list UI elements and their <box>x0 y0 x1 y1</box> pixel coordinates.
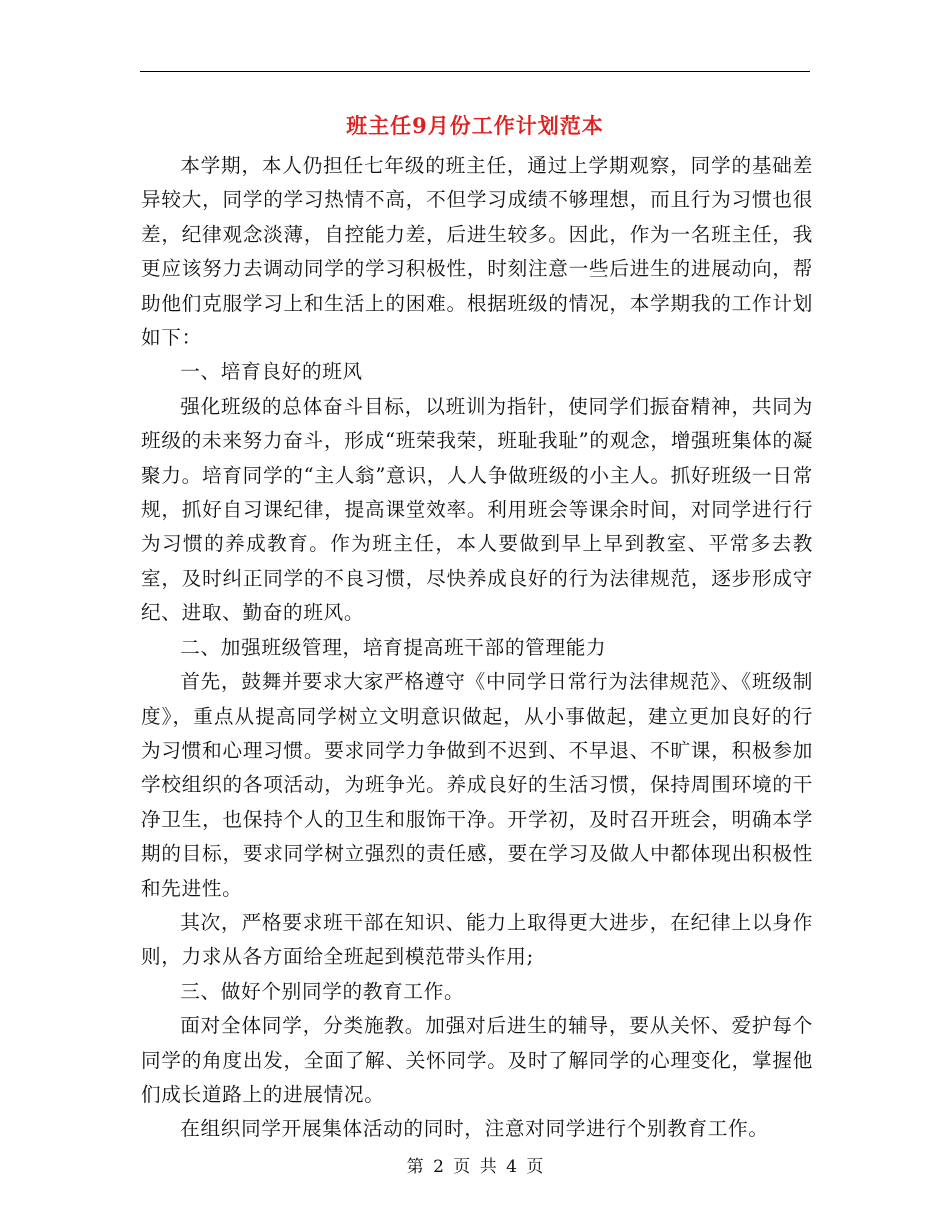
document-title: 班主任9月份工作计划范本 <box>346 113 604 138</box>
section-2-paragraph-2: 其次，严格要求班干部在知识、能力上取得更大进步，在纪律上以身作则，力求从各方面给全班起到模范带头作用; <box>141 910 813 969</box>
section-1-paragraph: 强化班级的总体奋斗目标，以班训为指针，使同学们振奋精神，共同为班级的未来努力奋斗，形成“班荣我荣，班耻我耻”的观念，增强班集体的凝聚力。培育同学的“主人翁”意识，人人争做班级的小主人。抓好班级一日常规，抓好自习课纪律，提高课堂效率。利用班会等课余时间，对同学进行行为习惯的养成教育。作为班主任，本人要做到早上早到教室、平常多去教室，及时纠正同学的不良习惯，尽快养成良好的行为法律规范，逐步形成守纪、进取、勤奋的班风。 <box>141 394 813 625</box>
intro-paragraph: 本学期，本人仍担任七年级的班主任，通过上学期观察，同学的基础差异较大，同学的学习热情不高，不但学习成绩不够理想，而且行为习惯也很差，纪律观念淡薄，自控能力差，后进生较多。因此，作为一名班主任，我更应该努力去调动同学的学习积极性，时刻注意一些后进生的进展动向，帮助他们克服学习上和生活上的困难。根据班级的情况，本学期我的工作计划如下： <box>141 154 813 350</box>
section-heading-2: 二、加强班级管理，培育提高班干部的管理能力 <box>180 635 607 659</box>
section-heading-3: 三、做好个别同学的教育工作。 <box>180 979 465 1003</box>
section-2-paragraph-1: 首先，鼓舞并要求大家严格遵守《中同学日常行为法律规范》、《班级制度》，重点从提高同学树立文明意识做起，从小事做起，建立更加良好的行为习惯和心理习惯。要求同学力争做到不迟到、不早退、不旷课，积极参加学校组织的各项活动，为班争光。养成良好的生活习惯，保持周围环境的干净卫生，也保持个人的卫生和服饰干净。开学初，及时召开班会，明确本学期的目标，要求同学树立强烈的责任感，要在学习及做人中都体现出积极性和先进性。 <box>141 670 813 900</box>
section-heading-1: 一、培育良好的班风 <box>180 360 363 384</box>
section-3-paragraph-2: 在组织同学开展集体活动的同时，注意对同学进行个别教育工作。 <box>180 1117 769 1141</box>
document-body <box>141 149 813 1147</box>
page-number: 第 2 页 共 4 页 <box>406 1157 544 1177</box>
header-rule <box>140 71 810 72</box>
section-3-paragraph-1: 面对全体同学，分类施教。加强对后进生的辅导，要从关怀、爱护每个同学的角度出发，全面了解、关怀同学。及时了解同学的心理变化，掌握他们成长道路上的进展情况。 <box>141 1014 813 1106</box>
